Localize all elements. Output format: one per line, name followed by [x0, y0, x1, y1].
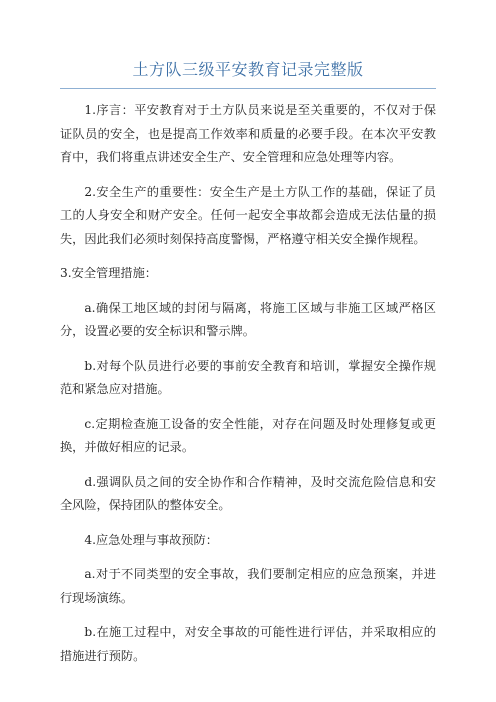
paragraph-emergency-heading: 4.应急处理与事故预防： — [84, 532, 218, 547]
paragraph-emergency-a: a.对于不同类型的安全事故，我们要制定相应的应急预案，并进行现场演练。 — [60, 567, 436, 605]
paragraph-management-a: a.确保工地区域的封闭与隔离，将施工区域与非施工区域严格区分，设置必要的安全标识和警示牌。 — [60, 300, 436, 338]
paragraph-management-c: c.定期检查施工设备的安全性能，对存在问题及时处理修复或更换，并做好相应的记录。 — [60, 416, 436, 454]
paragraph-safety-importance: 2.安全生产的重要性：安全生产是土方队工作的基础，保证了员工的人身安全和财产安全。任何一起安全事故都会造成无法估量的损失，因此我们必须时刻保持高度警惕，严格遵守相关安全操作规程。 — [60, 184, 436, 246]
paragraph-management-d: d.强调队员之间的安全协作和合作精神，及时交流危险信息和安全风险，保持团队的整体安全。 — [60, 474, 436, 512]
paragraph-preface: 1.序言：平安教育对于土方队员来说是至关重要的，不仅对于保证队员的安全，也是提高工作效率和质量的必要手段。在本次平安教育中，我们将重点讲述安全生产、安全管理和应急处理等内容。 — [60, 103, 436, 164]
document-title: 土方队三级平安教育记录完整版 — [60, 58, 436, 89]
paragraph-management-b: b.对每个队员进行必要的事前安全教育和培训，掌握安全操作规范和紧急应对措施。 — [60, 358, 436, 396]
paragraph-emergency-b: b.在施工过程中，对安全事故的可能性进行评估，并采取相应的措施进行预防。 — [60, 625, 436, 663]
paragraph-management-heading: 3.安全管理措施： — [60, 266, 157, 280]
document-body — [60, 99, 436, 668]
